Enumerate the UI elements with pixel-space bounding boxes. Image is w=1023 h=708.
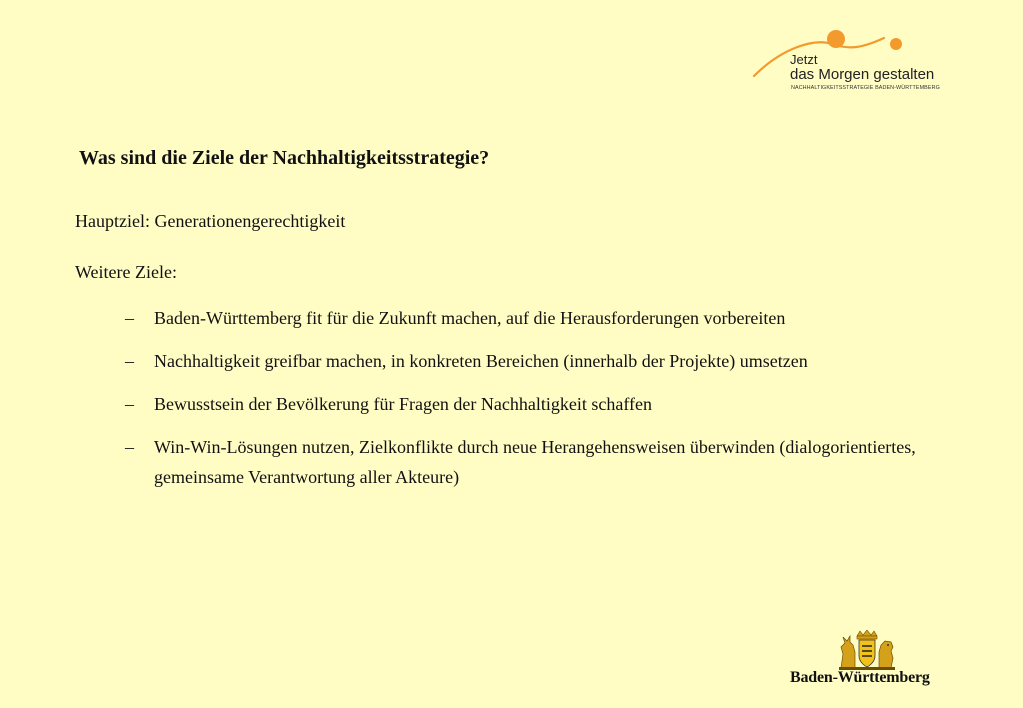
page-title: Was sind die Ziele der Nachhaltigkeitsstrategie?: [79, 147, 490, 169]
coat-of-arms-icon: [835, 630, 899, 670]
goal-text: Bewusstsein der Bevölkerung für Fragen der Nachhaltigkeit schaffen: [154, 394, 653, 414]
main-goal-text: Hauptziel: Generationengerechtigkeit: [75, 211, 346, 231]
state-name: Baden-Württemberg: [790, 669, 930, 686]
goal-text: Win-Win-Lösungen nutzen, Zielkonflikte durch neue Herangehensweisen überwinden (dialogorientiertes, gemeinsame Verantwortung aller Akteure): [154, 437, 916, 487]
dash-bullet: –: [125, 308, 134, 328]
logo-text-line1: Jetzt: [790, 52, 818, 67]
list-item: [125, 432, 945, 492]
list-item: [125, 303, 945, 333]
strategy-logo: [752, 26, 952, 96]
logo-text-line3: NACHHALTIGKEITSSTRATEGIE BADEN-WÜRTTEMBERG: [791, 85, 940, 91]
list-item: [125, 346, 945, 376]
logo-text-line2: das Morgen gestalten: [790, 66, 935, 83]
dash-bullet: –: [125, 394, 134, 414]
dash-bullet: –: [125, 351, 134, 371]
goal-text: Nachhaltigkeit greifbar machen, in konkreten Bereichen (innerhalb der Projekte) umsetzen: [154, 351, 808, 371]
list-item: [125, 389, 945, 419]
more-goals-label: Weitere Ziele:: [75, 262, 177, 282]
dash-bullet: –: [125, 437, 134, 457]
goal-list: [125, 303, 945, 505]
goal-text: Baden-Württemberg fit für die Zukunft machen, auf die Herausforderungen vorbereiten: [154, 308, 786, 328]
